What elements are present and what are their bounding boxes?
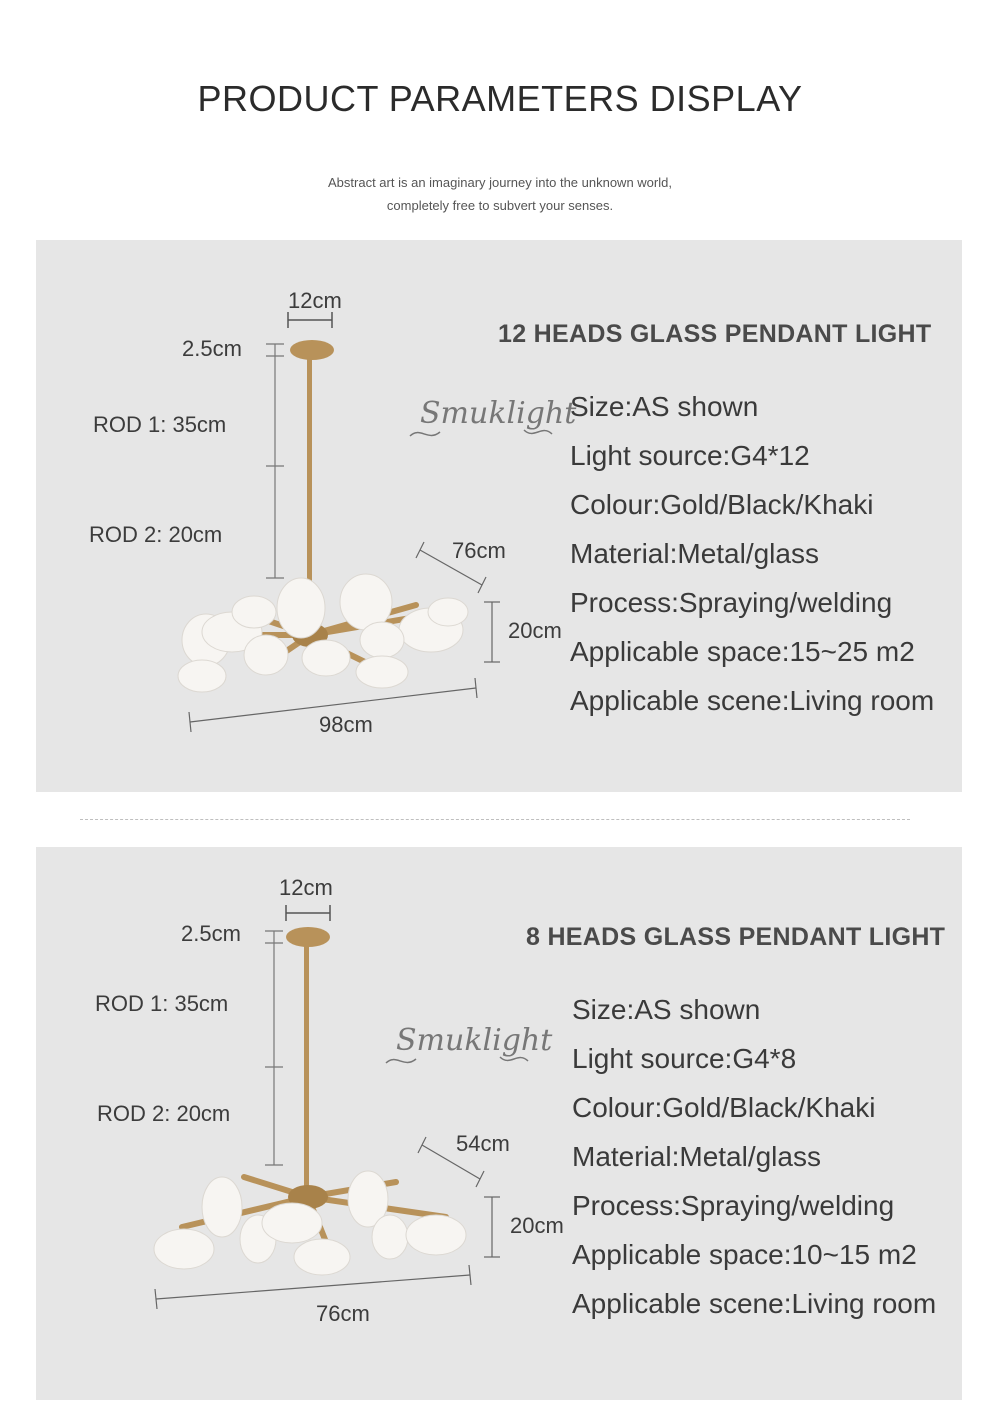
depth-label: 76cm <box>452 538 506 563</box>
product-panel-12-heads <box>36 240 962 792</box>
spec-light-source: Light source:G4*8 <box>572 1043 797 1074</box>
subtitle-line-2: completely free to subvert your senses. <box>386 198 614 213</box>
rod2-label: ROD 2: 20cm <box>89 522 223 547</box>
brand-logo: Smuklight <box>396 1023 553 1058</box>
rod2-label: ROD 2: 20cm <box>97 1101 231 1126</box>
spec-applicable-scene: Applicable scene:Living room <box>572 1288 937 1319</box>
product-title: 8 HEADS GLASS PENDANT LIGHT <box>526 923 946 951</box>
brand-logo: Smuklight <box>420 396 577 431</box>
rod1-label: ROD 1: 35cm <box>93 412 227 437</box>
spec-process: Process:Spraying/welding <box>570 587 893 618</box>
spec-size: Size:AS shown <box>572 994 761 1025</box>
spec-list <box>572 985 936 1328</box>
depth-label: 54cm <box>456 1131 510 1156</box>
canopy-width-label: 12cm <box>288 288 342 313</box>
logo-cord-icon <box>406 420 556 444</box>
width-label: 98cm <box>319 712 373 737</box>
spec-list <box>570 382 934 725</box>
product-title: 12 HEADS GLASS PENDANT LIGHT <box>498 320 932 348</box>
spec-applicable-space: Applicable space:15~25 m2 <box>570 636 915 667</box>
canopy-height-label: 2.5cm <box>181 921 241 946</box>
spec-process: Process:Spraying/welding <box>572 1190 895 1221</box>
canopy-width-label: 12cm <box>279 875 333 900</box>
spec-material: Material:Metal/glass <box>572 1141 821 1172</box>
height-label: 20cm <box>508 618 562 643</box>
spec-colour: Colour:Gold/Black/Khaki <box>570 489 874 520</box>
spec-applicable-scene: Applicable scene:Living room <box>570 685 935 716</box>
spec-light-source: Light source:G4*12 <box>570 440 810 471</box>
spec-material: Material:Metal/glass <box>570 538 819 569</box>
spec-size: Size:AS shown <box>570 391 759 422</box>
spec-applicable-space: Applicable space:10~15 m2 <box>572 1239 917 1270</box>
width-label: 76cm <box>316 1301 370 1326</box>
spec-colour: Colour:Gold/Black/Khaki <box>572 1092 876 1123</box>
page-title: PRODUCT PARAMETERS DISPLAY <box>197 78 803 119</box>
section-divider <box>80 819 910 820</box>
rod1-label: ROD 1: 35cm <box>95 991 229 1016</box>
canopy-height-label: 2.5cm <box>182 336 242 361</box>
height-label: 20cm <box>510 1213 564 1238</box>
subtitle-line-1: Abstract art is an imaginary journey into the unknown world, <box>328 175 672 190</box>
logo-cord-icon <box>382 1047 532 1071</box>
product-panel-8-heads <box>36 847 962 1400</box>
